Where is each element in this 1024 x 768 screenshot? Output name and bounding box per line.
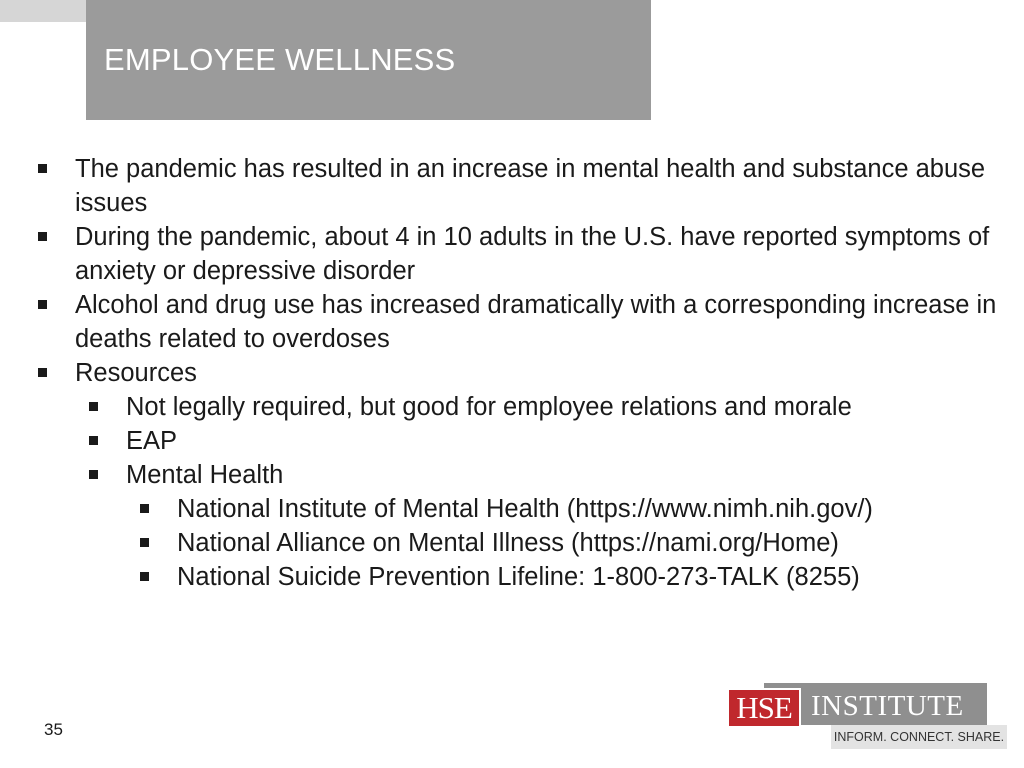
- square-bullet-icon: [38, 232, 47, 241]
- bullet-text: National Alliance on Mental Illness (https://nami.org/Home): [177, 529, 839, 557]
- logo-tagline: INFORM. CONNECT. SHARE.: [831, 725, 1007, 749]
- bullet-text: National Suicide Prevention Lifeline: 1-800-273-TALK (8255): [177, 563, 860, 591]
- hse-institute-logo: [727, 683, 1007, 749]
- title-banner: [86, 0, 651, 120]
- square-bullet-icon: [140, 504, 149, 513]
- bullet-text: Mental Health: [126, 461, 284, 489]
- square-bullet-icon: [89, 402, 98, 411]
- square-bullet-icon: [89, 470, 98, 479]
- sub-sub-bullet-item: [0, 526, 1000, 560]
- bullet-text: During the pandemic, about 4 in 10 adults in the U.S. have reported symptoms of anxiety or depressive disorder: [75, 223, 990, 285]
- bullet-text: National Institute of Mental Health (https://www.nimh.nih.gov/): [177, 495, 873, 523]
- slide-title: EMPLOYEE WELLNESS: [104, 42, 456, 77]
- logo-institute-text: INSTITUTE: [811, 690, 964, 722]
- bullet-item: [0, 220, 1000, 288]
- sub-bullet-item: [0, 424, 1000, 458]
- square-bullet-icon: [38, 368, 47, 377]
- bullet-text: Resources: [75, 359, 197, 387]
- square-bullet-icon: [140, 538, 149, 547]
- sub-bullet-item: [0, 458, 1000, 492]
- slide-number: 35: [44, 720, 63, 739]
- square-bullet-icon: [140, 572, 149, 581]
- sub-sub-bullet-item: [0, 492, 1000, 526]
- bullet-item: [0, 288, 1000, 356]
- sub-sub-bullet-item: [0, 560, 1000, 594]
- bullet-item: [0, 356, 1000, 390]
- bullet-list: [0, 152, 1000, 594]
- square-bullet-icon: [38, 300, 47, 309]
- bullet-text: The pandemic has resulted in an increase in mental health and substance abuse issues: [75, 155, 986, 217]
- square-bullet-icon: [38, 164, 47, 173]
- bullet-text: EAP: [126, 427, 178, 455]
- sub-bullet-item: [0, 390, 1000, 424]
- bullet-item: [0, 152, 1000, 220]
- square-bullet-icon: [89, 436, 98, 445]
- bullet-text: Alcohol and drug use has increased dramatically with a corresponding increase in deaths related to overdoses: [75, 291, 997, 353]
- logo-hse-mark: HSE: [727, 688, 801, 728]
- bullet-text: Not legally required, but good for employee relations and morale: [126, 393, 852, 421]
